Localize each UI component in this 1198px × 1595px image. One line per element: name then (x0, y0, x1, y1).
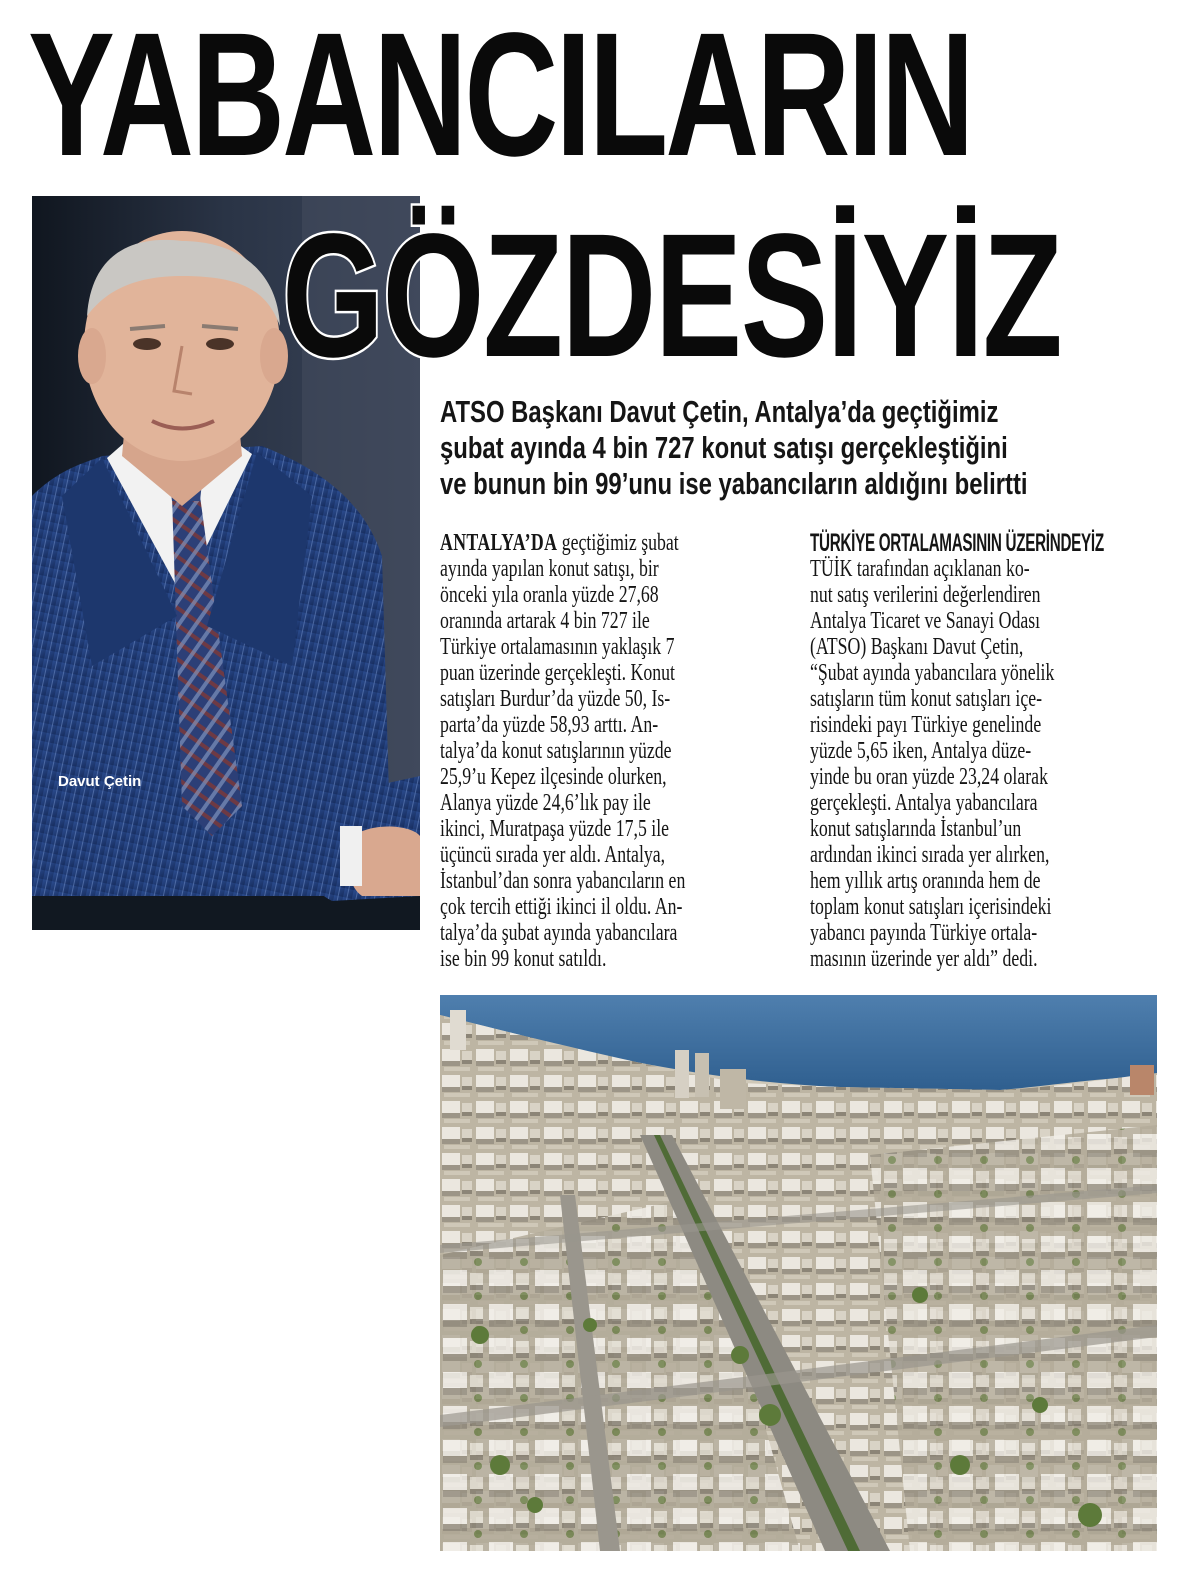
deck-line: şubat ayında 4 bin 727 konut satışı gerçekleştiğini (440, 430, 1008, 465)
column-line: oranında artarak 4 bin 727 ile (440, 607, 650, 634)
column-line: parta’da yüzde 58,93 arttı. An- (440, 711, 659, 738)
deck-subtitle (440, 394, 1156, 502)
column-line: üçüncü sırada yer aldı. Antalya, (440, 841, 666, 868)
photo-caption: Davut Çetin (58, 773, 142, 790)
deck-line: ATSO Başkanı Davut Çetin, Antalya’da geçtiğimiz (440, 394, 999, 429)
column-line: hem yıllık artış oranında hem de (810, 867, 1041, 894)
column-line: Alanya yüzde 24,6’lık pay ile (440, 789, 651, 816)
column-line: 25,9’u Kepez ilçesinde olurken, (440, 763, 667, 790)
headline-line1: YABANCILARIN (28, 0, 972, 193)
column-line: İstanbul’dan sonra yabancıların en (440, 867, 686, 894)
column-line: talya’da konut satışlarının yüzde (440, 737, 672, 764)
column-line: ANTALYA’DA geçtiğimiz şubat (440, 529, 679, 556)
column-line: talya’da şubat ayında yabancılara (440, 919, 678, 946)
column-line: Antalya Ticaret ve Sanayi Odası (810, 607, 1041, 634)
city-aerial-photo (440, 995, 1157, 1551)
column-line: toplam konut satışları içerisindeki (810, 893, 1052, 920)
column-line: (ATSO) Başkanı Davut Çetin, (810, 633, 1024, 660)
column-line: ikinci, Muratpaşa yüzde 17,5 ile (440, 815, 670, 842)
column-line: Türkiye ortalamasının yaklaşık 7 (440, 633, 675, 660)
column-line: gerçekleşti. Antalya yabancılara (810, 789, 1038, 816)
column-line: puan üzerinde gerçekleşti. Konut (440, 659, 675, 686)
column-line: nut satış verilerini değerlendiren (810, 581, 1041, 608)
column-line: yüzde 5,65 iken, Antalya düze- (810, 737, 1032, 764)
column-line: masının üzerinde yer aldı” dedi. (810, 945, 1038, 972)
column-line: konut satışlarında İstanbul’un (810, 815, 1022, 842)
deck-line: ve bunun bin 99’unu ise yabancıların aldığını belirtti (440, 466, 1028, 501)
city-illustration (440, 995, 1157, 1551)
headline-line2: GÖZDESİYİZ (282, 198, 1062, 394)
column-line: yabancı payında Türkiye ortala- (810, 919, 1038, 946)
article-column-1 (440, 530, 785, 972)
column-line: yinde bu oran yüzde 23,24 olarak (810, 763, 1048, 790)
column-line: TÜİK tarafından açıklanan ko- (810, 555, 1030, 582)
column-line: satışların tüm konut satışları içe- (810, 685, 1043, 712)
article-column-2 (810, 530, 1155, 972)
column-line: “Şubat ayında yabancılara yönelik (810, 659, 1055, 686)
column-line: ise bin 99 konut satıldı. (440, 945, 607, 972)
column-line: risindeki payı Türkiye genelinde (810, 711, 1042, 738)
column-line: ayında yapılan konut satışı, bir (440, 555, 659, 582)
column-line: ardından ikinci sırada yer alırken, (810, 841, 1050, 868)
column-line: satışları Burdur’da yüzde 50, Is- (440, 685, 671, 712)
column-subhead: TÜRKİYE ORTALAMASININ ÜZERİNDEYİZ (810, 529, 1104, 557)
column-line: önceki yıla oranla yüzde 27,68 (440, 581, 659, 608)
column-line: çok tercih ettiği ikinci il oldu. An- (440, 893, 683, 920)
lead-word: ANTALYA’DA (440, 529, 558, 556)
